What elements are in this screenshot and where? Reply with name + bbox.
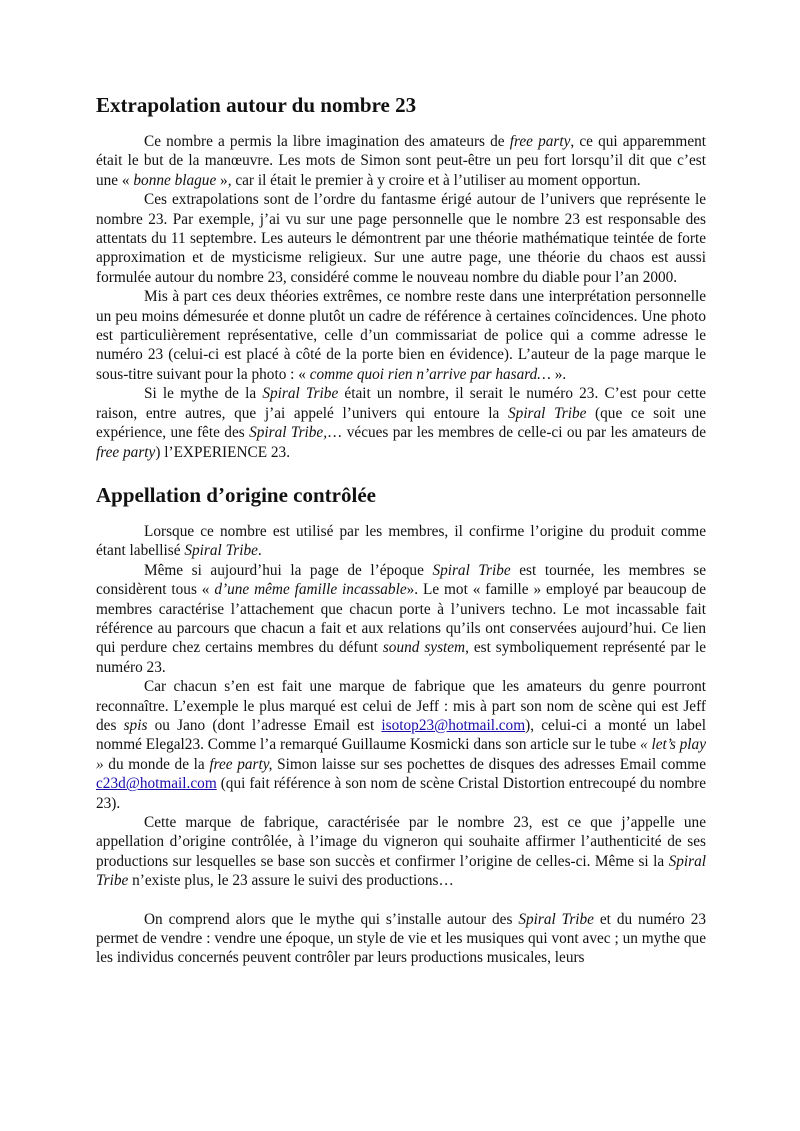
text-run: ». bbox=[550, 365, 567, 383]
italic-run: Spiral Tribe bbox=[518, 910, 594, 928]
text-run: (qui fait référence à son nom de scène Cristal Distortion entrecoupé du nombre 23). bbox=[96, 775, 706, 812]
text-run: Lorsque ce nombre est utilisé par les membres, il confirme l’origine du produit comme étant labellisé bbox=[96, 522, 706, 560]
italic-run: Spiral Tribe, bbox=[249, 424, 328, 442]
text-run: n’existe plus, le 23 assure le suivi des productions… bbox=[128, 872, 454, 890]
paragraph-8 bbox=[96, 813, 706, 891]
text-run: était un nombre, il serait le numéro 23. C’est pour cette raison, entre autres, que j’ai appelé l’univers qui entoure la bbox=[96, 385, 706, 422]
text-run: est symboliquement représenté par le numéro 23. bbox=[96, 639, 706, 676]
text-run: Mis à part ces deux théories extrêmes, ce nombre reste dans une interprétation personnelle un peu moins démesurée et donne plutôt un cadre de référence à certaines coïncidences. Une photo est particulièrement représentative, celle d’un commissariat de police qui a comme adresse le numéro 23 (celui-ci est placé à côté de la porte bien en évidence). L’auteur de la page marque le sous-titre suivant pour la photo : « bbox=[96, 288, 706, 383]
paragraph-7 bbox=[96, 677, 706, 813]
text-run: Car chacun s’en est fait une marque de fabrique que les amateurs du genre pourront reconnaître. L’exemple le plus marqué est celui de Jeff : mis à part son nom de scène qui est Jeff des bbox=[96, 678, 706, 734]
italic-run: Spiral Tribe bbox=[432, 561, 511, 579]
text-run: (que ce soit une expérience, une fête des bbox=[96, 404, 707, 442]
text-run: Si le mythe de la bbox=[144, 385, 263, 403]
italic-run: free party, bbox=[209, 755, 273, 773]
text-run: . bbox=[257, 542, 262, 560]
text-run: ) l’EXPERIENCE 23. bbox=[155, 443, 291, 461]
text-run: Ce nombre a permis la libre imagination des amateurs de bbox=[144, 133, 510, 150]
italic-run: comme quoi rien n’arrive par hasard… bbox=[309, 365, 551, 383]
email-link-isotop23[interactable]: isotop23@hotmail.com bbox=[381, 716, 526, 734]
email-link-c23d[interactable]: c23d@hotmail.com bbox=[96, 775, 217, 793]
italic-run: « let’s play » bbox=[96, 736, 706, 773]
text-run: », car il était le premier à y croire et à l’utiliser au moment opportun. bbox=[216, 171, 641, 189]
paragraph-5 bbox=[96, 522, 706, 561]
text-run: … vécues par les membres de celle-ci ou par les amateurs de bbox=[327, 424, 706, 442]
italic-run: Spiral Tribe bbox=[96, 852, 706, 890]
italic-run: free party bbox=[96, 443, 156, 461]
paragraph-4 bbox=[96, 384, 706, 462]
text-run: , ce qui apparemment était le but de la manœuvre. Les mots de Simon sont peut-être un peu fort lorsqu’il dit que c’est une « bbox=[96, 133, 707, 189]
text-run: ». Le mot « famille » employé par beaucoup de membres caractérise l’attachement que chacun porte à l’univers techno. Le mot incassable fait référence au parcours que chacun a fait et aux relations qu’ils ont conservées aujourd’hui. Ce lien qui perdure chez certains membres du défunt bbox=[96, 581, 706, 657]
paragraph-1 bbox=[96, 132, 706, 190]
paragraph-6 bbox=[96, 561, 706, 677]
section-heading-appellation: Appellation d’origine contrôlée bbox=[96, 482, 376, 507]
italic-run: Spiral Tribe bbox=[262, 385, 339, 403]
text-run: ou Jano (dont l’adresse Email est bbox=[147, 716, 382, 734]
italic-run: spis bbox=[123, 716, 148, 734]
text-run: est tournée, les membres se considèrent tous « bbox=[96, 561, 706, 599]
italic-run: free party bbox=[509, 133, 571, 150]
text-run: On comprend alors que le mythe qui s’installe autour des bbox=[144, 910, 519, 928]
text-run: Simon laisse sur ses pochettes de disques des adresses Email comme bbox=[272, 755, 706, 773]
paragraph-2: Ces extrapolations sont de l’ordre du fantasme érigé autour de l’univers que représente le nombre 23. Par exemple, j’ai vu sur une page personnelle que le nombre 23 est responsable des attentats du 11 septembre. Les auteurs le démontrent par une théorie mathématique teintée de forte approximation et de mysticisme religieux. Sur une autre page, une théorie du chaos est aussi formulée autour du nombre 23, considéré comme le nouveau nombre du diable pour l’an 2000. bbox=[96, 191, 706, 286]
italic-run: bonne blague bbox=[133, 171, 217, 189]
section-heading-extrapolation: Extrapolation autour du nombre 23 bbox=[96, 93, 417, 117]
text-run: Cette marque de fabrique, caractérisée par le nombre 23, est ce que j’appelle une appellation d’origine contrôlée, à l’image du vigneron qui souhaite affirmer l’authenticité de ses productions sur lesquelles se base son succès et confirmer l’origine de celles-ci. Même si la bbox=[96, 814, 706, 870]
italic-run: Spiral Tribe bbox=[184, 542, 258, 560]
text-run: du monde de la bbox=[103, 755, 210, 773]
text-run: Même si aujourd’hui la page de l’époque bbox=[144, 561, 433, 579]
italic-run: d’une même famille incassable bbox=[214, 581, 407, 599]
paragraph-3 bbox=[96, 287, 706, 384]
italic-run: Spiral Tribe bbox=[508, 404, 587, 422]
text-run: ), celui-ci a monté un label nommé Elegal23. Comme l’a remarqué Guillaume Kosmicki dans son article sur le tube bbox=[96, 716, 706, 754]
paragraph-9 bbox=[96, 910, 706, 968]
italic-run: sound system, bbox=[382, 639, 469, 657]
text-run: et du numéro 23 permet de vendre : vendre une époque, un style de vie et les musiques qui vont avec ; un mythe que les individus concernés peuvent contrôler par leurs productions musicales, leurs bbox=[96, 910, 706, 967]
